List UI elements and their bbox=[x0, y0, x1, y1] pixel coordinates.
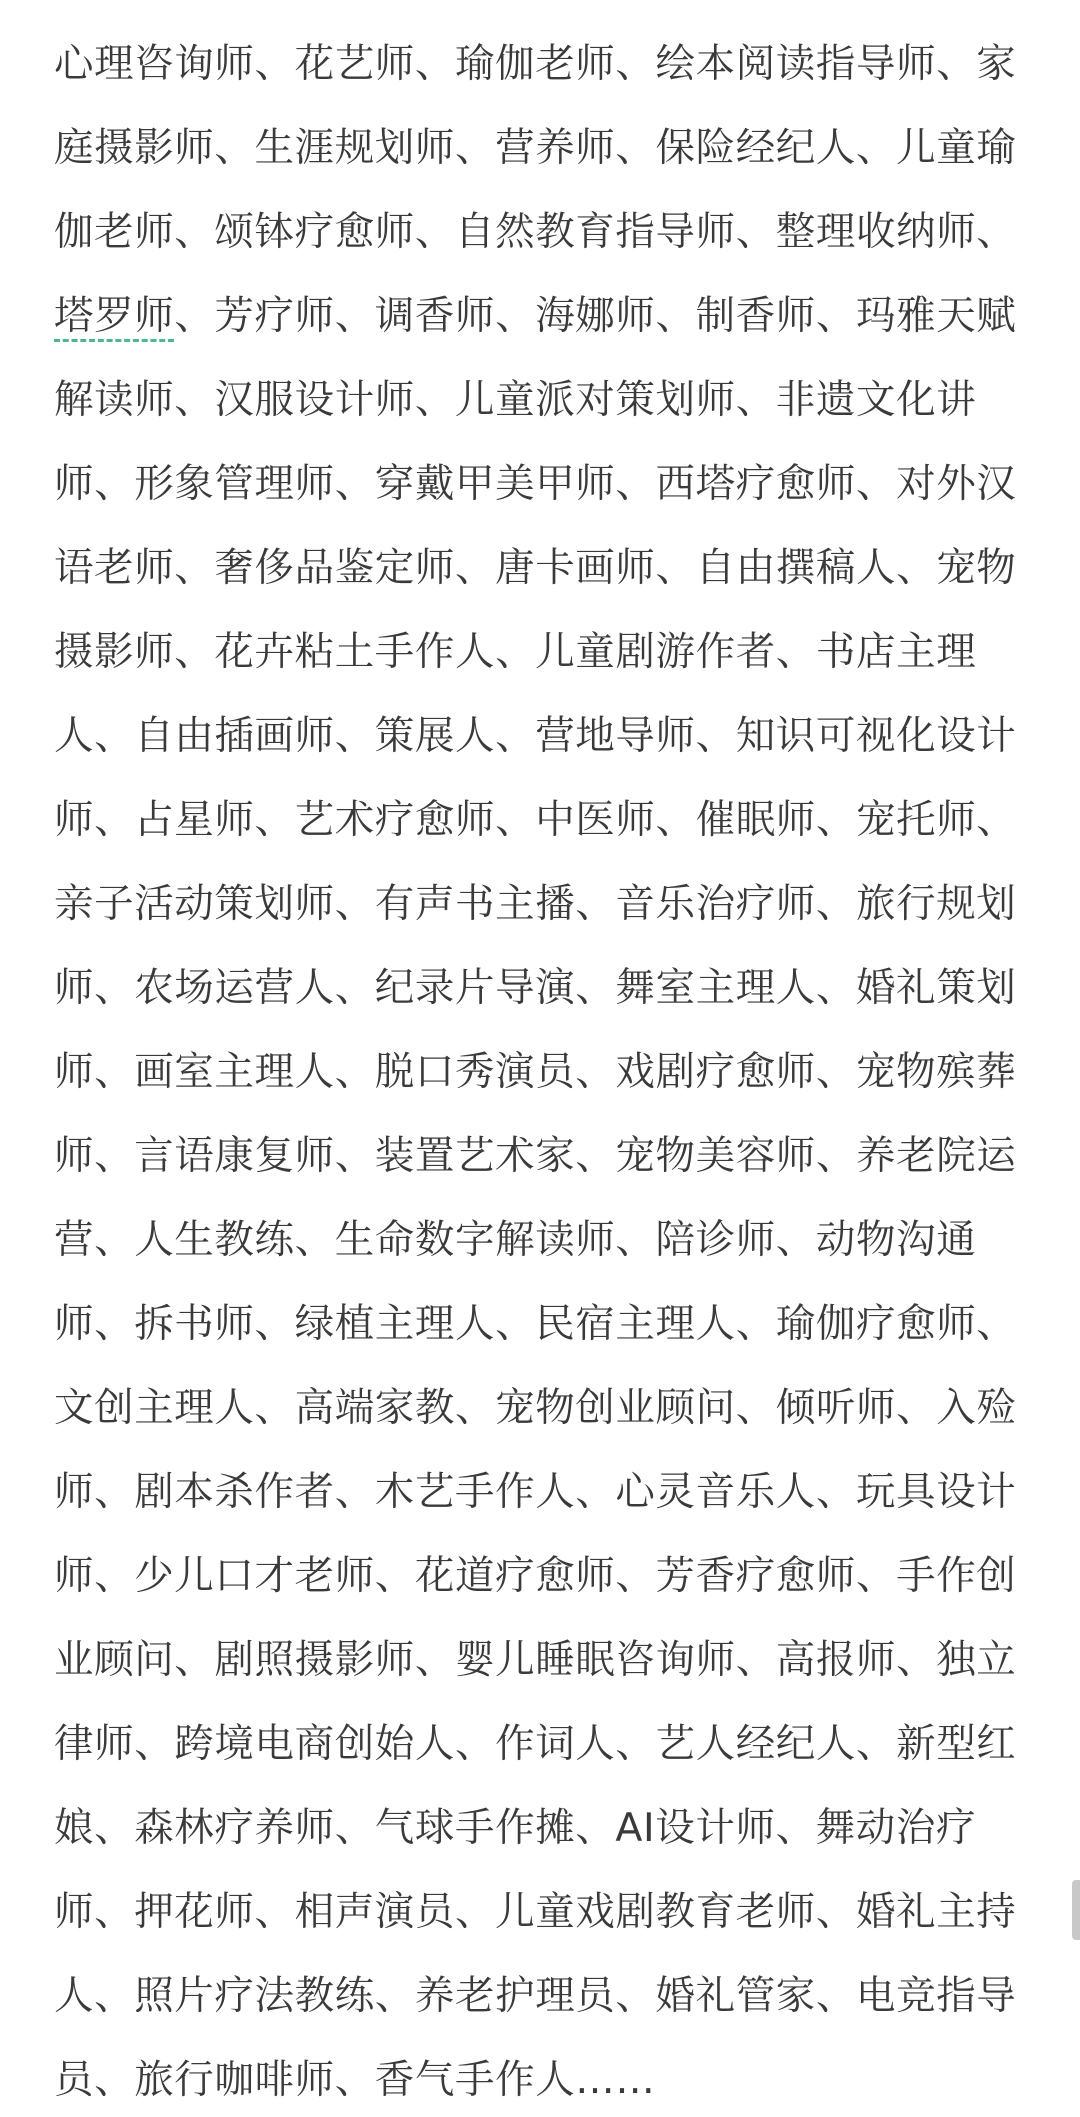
article-body bbox=[54, 22, 1026, 2117]
text-line-22: 娘、森林疗养师、气球手作摊、AI设计师、舞动治疗 bbox=[54, 1805, 977, 1851]
text-line-21: 律师、跨境电商创始人、作词人、艺人经纪人、新型红 bbox=[54, 1721, 1017, 1767]
text-line-13: 师、画室主理人、脱口秀演员、戏剧疗愈师、宠物殡葬 bbox=[54, 1049, 1017, 1095]
text-line-15: 营、人生教练、生命数字解读师、陪诊师、动物沟通 bbox=[54, 1217, 977, 1263]
text-line-9: 人、自由插画师、策展人、营地导师、知识可视化设计 bbox=[54, 713, 1017, 759]
text-line-23: 师、押花师、相声演员、儿童戏剧教育老师、婚礼主持 bbox=[54, 1889, 1017, 1935]
text-line-11: 亲子活动策划师、有声书主播、音乐治疗师、旅行规划 bbox=[54, 881, 1017, 927]
text-line-14: 师、言语康复师、装置艺术家、宠物美容师、养老院运 bbox=[54, 1133, 1017, 1179]
text-line-16: 师、拆书师、绿植主理人、民宿主理人、瑜伽疗愈师、 bbox=[54, 1301, 1017, 1347]
text-line-12: 师、农场运营人、纪录片导演、舞室主理人、婚礼策划 bbox=[54, 965, 1017, 1011]
text-line-20: 业顾问、剧照摄影师、婴儿睡眠咨询师、高报师、独立 bbox=[54, 1637, 1017, 1683]
text-line-17: 文创主理人、高端家教、宠物创业顾问、倾听师、入殓 bbox=[54, 1385, 1017, 1431]
text-line-5: 解读师、汉服设计师、儿童派对策划师、非遗文化讲 bbox=[54, 377, 977, 423]
text-line-1: 心理咨询师、花艺师、瑜伽老师、绘本阅读指导师、家 bbox=[54, 41, 1017, 87]
text-line-18: 师、剧本杀作者、木艺手作人、心灵音乐人、玩具设计 bbox=[54, 1469, 1017, 1515]
text-line-24: 人、照片疗法教练、养老护理员、婚礼管家、电竞指导 bbox=[54, 1973, 1017, 2019]
text-line-3: 伽老师、颂钵疗愈师、自然教育指导师、整理收纳师、 bbox=[54, 209, 1017, 255]
text-line-8: 摄影师、花卉粘土手作人、儿童剧游作者、书店主理 bbox=[54, 629, 977, 675]
text-line-2: 庭摄影师、生涯规划师、营养师、保险经纪人、儿童瑜 bbox=[54, 125, 1017, 171]
text-line-7: 语老师、奢侈品鉴定师、唐卡画师、自由撰稿人、宠物 bbox=[54, 545, 1017, 591]
entity-link-tarot[interactable]: 塔罗师 bbox=[54, 293, 175, 339]
scrollbar-thumb[interactable] bbox=[1072, 1880, 1080, 1940]
text-line-4 bbox=[54, 274, 1026, 358]
text-line-6: 师、形象管理师、穿戴甲美甲师、西塔疗愈师、对外汉 bbox=[54, 461, 1017, 507]
text-line-19: 师、少儿口才老师、花道疗愈师、芳香疗愈师、手作创 bbox=[54, 1553, 1017, 1599]
text-line-10: 师、占星师、艺术疗愈师、中医师、催眠师、宠托师、 bbox=[54, 797, 1017, 843]
text-line-25: 员、旅行咖啡师、香气手作人…… bbox=[54, 2057, 656, 2103]
text-line-4-rest: 、芳疗师、调香师、海娜师、制香师、玛雅天赋 bbox=[174, 293, 1017, 339]
